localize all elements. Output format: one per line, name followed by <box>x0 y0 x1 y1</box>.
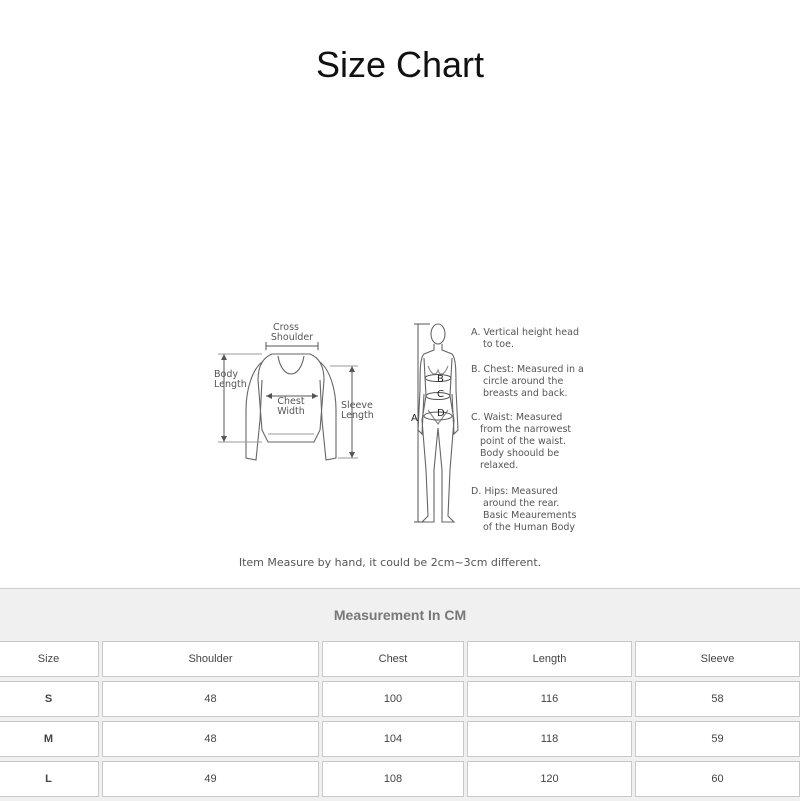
instruction-b-line-2: circle around the <box>483 376 564 387</box>
body-measure-lines <box>414 324 452 522</box>
table-row <box>0 761 800 799</box>
table-caption: Measurement In CM <box>333 607 467 623</box>
instruction-c-line-1: C. Waist: Measured <box>471 412 563 423</box>
instructions-d <box>471 486 576 533</box>
instructions-b <box>471 364 584 399</box>
header-shoulder: Shoulder <box>102 641 319 677</box>
instruction-d-line-1: D. Hips: Measured <box>471 486 558 497</box>
body-length-label-1: Body <box>214 369 238 380</box>
instruction-c-line-2: from the narrowest <box>480 424 572 435</box>
table-row <box>0 681 800 719</box>
chest-cell: 104 <box>322 721 464 757</box>
measurement-table <box>0 588 800 801</box>
size-cell: S <box>0 681 99 717</box>
instruction-a-line-2: to toe. <box>483 339 514 350</box>
table-header-row <box>0 641 800 679</box>
body-label-a: A <box>411 413 418 424</box>
sleeve-cell: 59 <box>635 721 800 757</box>
chest-cell: 100 <box>322 681 464 717</box>
body-label-d: D <box>437 408 445 419</box>
chest-width-label-2: Width <box>277 406 305 417</box>
cross-shoulder-label-1: Cross <box>272 322 300 333</box>
table-row <box>0 721 800 759</box>
header-length: Length <box>467 641 632 677</box>
sleeve-length-label-1: Sleeve <box>341 400 373 411</box>
shoulder-cell: 48 <box>102 721 319 757</box>
body-label-b: B <box>437 374 444 385</box>
instruction-c-line-4: Body shoould be <box>480 448 560 459</box>
cross-shoulder-label-2: Shoulder <box>270 332 314 343</box>
instructions-a <box>471 327 579 350</box>
instruction-c-line-3: point of the waist. <box>480 436 566 447</box>
measurement-diagrams <box>0 310 800 550</box>
size-cell: L <box>0 761 99 797</box>
instruction-d-line-2: around the rear. <box>483 498 560 509</box>
measurement-illustration <box>0 310 800 550</box>
instruction-a-line-1: A. Vertical height head <box>471 327 579 338</box>
page-title: Size Chart <box>315 44 485 85</box>
shoulder-cell: 48 <box>102 681 319 717</box>
instruction-d-line-3: Basic Meaurements <box>483 510 577 521</box>
size-cell: M <box>0 721 99 757</box>
instruction-b-line-3: breasts and back. <box>483 388 568 399</box>
header-sleeve: Sleeve <box>635 641 800 677</box>
chest-width-label-1: Chest <box>277 396 305 407</box>
chest-cell: 108 <box>322 761 464 797</box>
sleeve-cell: 58 <box>635 681 800 717</box>
body-label-c: C <box>437 389 444 400</box>
header-size: Size <box>0 641 99 677</box>
length-cell: 120 <box>467 761 632 797</box>
header-chest: Chest <box>322 641 464 677</box>
sleeve-cell: 60 <box>635 761 800 797</box>
instructions-c <box>471 412 571 471</box>
sleeve-length-label-2: Length <box>341 410 374 421</box>
measurement-note: Item Measure by hand, it could be 2cm~3cm different. <box>238 556 542 569</box>
length-cell: 116 <box>467 681 632 717</box>
instruction-c-line-5: relaxed. <box>480 460 519 471</box>
body-length-label-2: Length <box>214 379 247 390</box>
shoulder-cell: 49 <box>102 761 319 797</box>
length-cell: 118 <box>467 721 632 757</box>
body-figure <box>418 324 458 522</box>
instruction-b-line-1: B. Chest: Measured in a <box>471 364 584 375</box>
instruction-d-line-4: of the Human Body <box>483 522 576 533</box>
